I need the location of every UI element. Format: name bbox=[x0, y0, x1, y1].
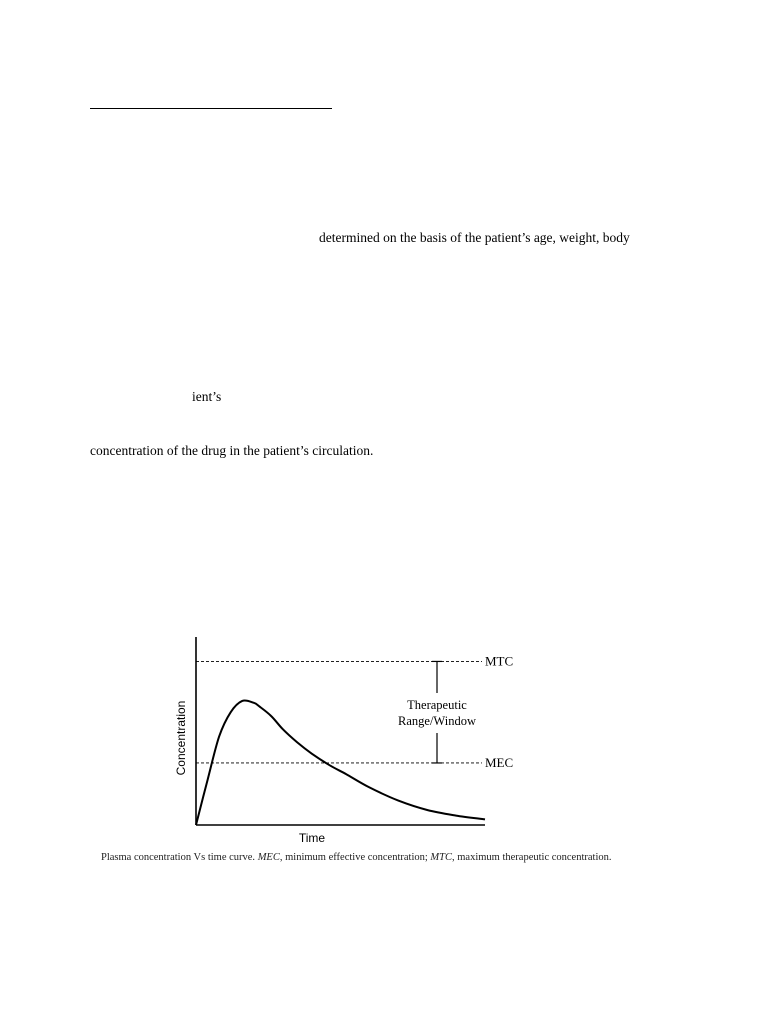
y-axis-label: Concentration bbox=[174, 700, 188, 776]
caption-text: Plasma concentration Vs time curve. bbox=[101, 852, 258, 863]
figure-caption bbox=[101, 852, 612, 863]
window-label-line-2: Range/Window bbox=[398, 714, 476, 728]
body-text-line: concentration of the drug in the patient’s circulation. bbox=[90, 443, 374, 458]
body-text-line: determined on the basis of the patient’s age, weight, body bbox=[319, 230, 630, 245]
window-label-line-1: Therapeutic bbox=[407, 698, 467, 712]
section-underline bbox=[90, 108, 332, 109]
caption-mtc-abbr: MTC bbox=[430, 852, 453, 863]
caption-text: , maximum therapeutic concentration. bbox=[452, 852, 612, 863]
caption-mec-abbr: MEC bbox=[257, 852, 280, 863]
mtc-label: MTC bbox=[485, 653, 514, 669]
concentration-time-chart bbox=[160, 625, 540, 847]
caption-text: , minimum effective concentration; bbox=[279, 852, 431, 863]
mec-label: MEC bbox=[485, 754, 514, 770]
x-axis-label: Time bbox=[298, 831, 326, 845]
body-text-fragment: ient’s bbox=[192, 389, 222, 404]
